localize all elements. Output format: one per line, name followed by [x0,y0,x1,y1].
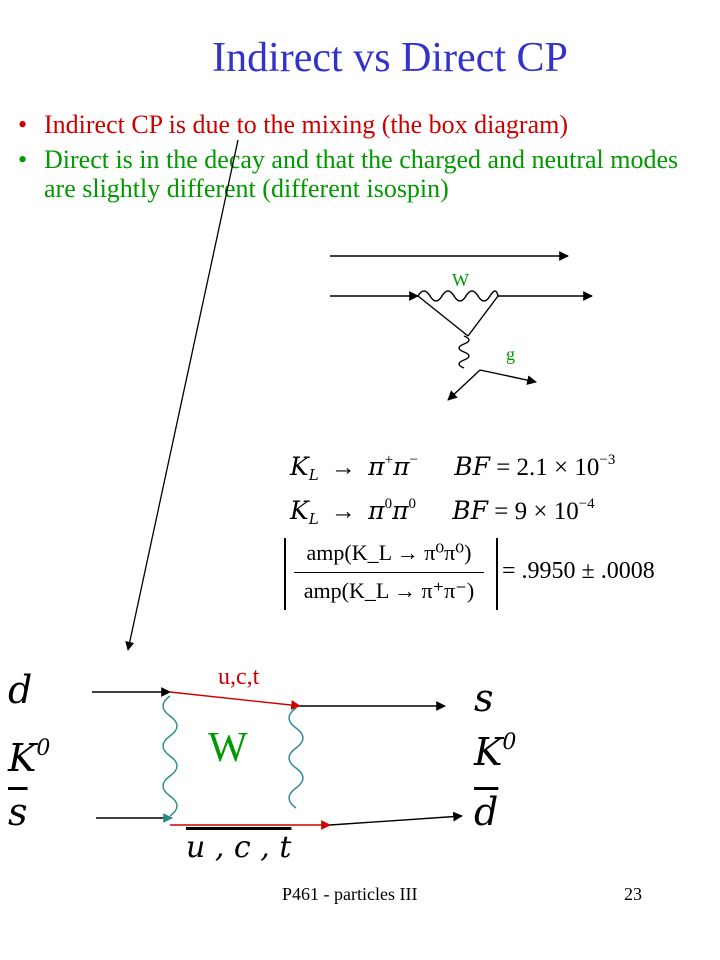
bullet-indirect-text: Indirect CP is due to the mixing (the box diagram) [44,110,568,139]
penguin-w-label: W [452,270,469,290]
left-sbar-label: $\overline{s}$ [8,790,28,834]
left-kaon-label: $K^0$ [8,736,51,780]
bullet-dot: • [18,145,28,174]
ratio-fraction-bar [294,572,484,573]
pointer-arrow [128,140,238,650]
ratio-value: = .9950 ± .0008 [502,558,655,584]
slide-title: Indirect vs Direct CP [212,35,568,81]
footer-page-number: 23 [624,884,642,904]
box-w-label: W [208,725,248,771]
ratio-denominator: amp(K_L → π⁺π⁻) [303,578,475,603]
right-s-label: s [474,676,494,720]
bullet-dot: • [18,110,28,139]
equation-kl-charged: $K_L \to \pi^+\pi^-$ BF = $2.1 \times 10^{-3}$ [290,452,616,484]
ratio-numerator: amp(K_L → π⁰π⁰) [306,540,472,565]
left-d-label: d [8,668,33,712]
box-bottom-antiquark-label: u , c , t [186,830,292,865]
box-top-quark-label: u,c,t [218,664,260,690]
footer-course: P461 - particles III [282,884,418,904]
penguin-g-label: g [506,344,515,364]
right-kaon-label: $K^0$ [474,730,517,774]
equation-kl-neutral: $K_L \to \pi^0\pi^0$ BF = $9 \times 10^{-4}$ [290,496,595,528]
box-diagram [92,692,462,825]
right-dbar-label: $\overline{d}$ [474,790,499,834]
bullet-direct-text: Direct is in the decay and that the charged and neutral modes are slightly different (different isospin) [44,145,679,203]
